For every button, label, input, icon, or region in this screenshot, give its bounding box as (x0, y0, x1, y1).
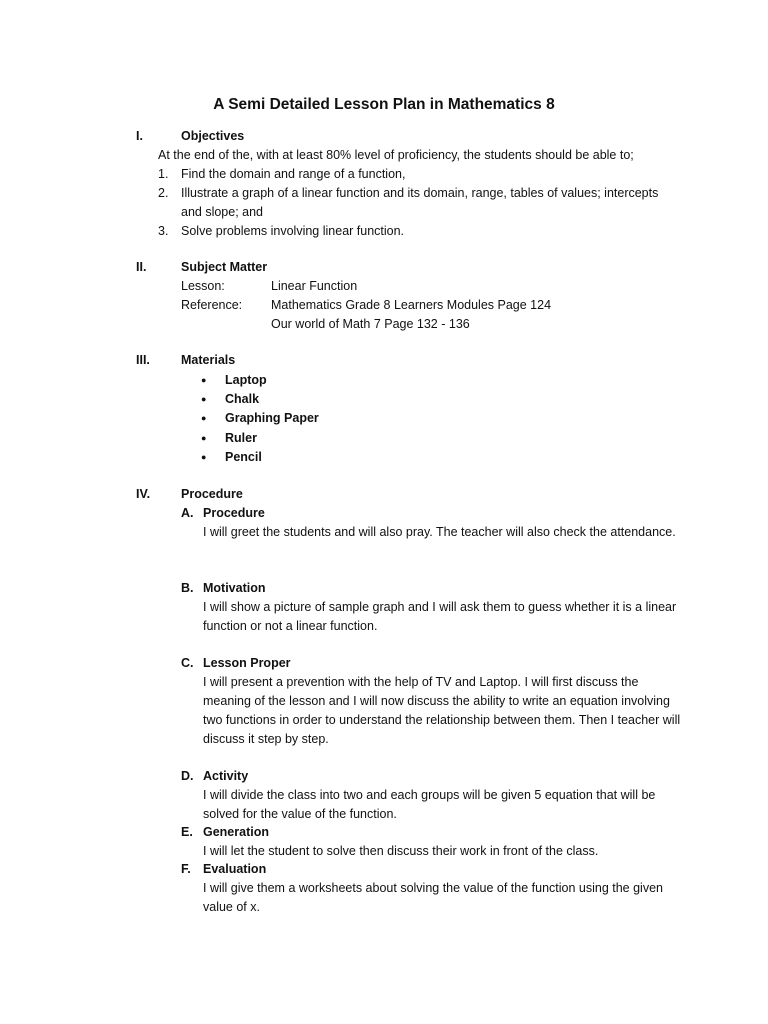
material-item: Laptop (225, 373, 267, 387)
step-text: I will greet the students and will also pray. The teacher will also check the attendance. (203, 525, 676, 539)
step-title: Generation (203, 825, 269, 839)
step-title: Lesson Proper (203, 656, 291, 670)
section-heading: Subject Matter (181, 260, 268, 274)
step-text: I will let the student to solve then discuss their work in front of the class. (203, 844, 599, 858)
step-letter: D. (181, 769, 194, 783)
section-number: I. (136, 129, 143, 143)
bullet-icon: ● (201, 375, 207, 385)
list-item: Illustrate a graph of a linear function and its domain, range, tables of values; intercepts and slope; and (181, 186, 659, 219)
bullet-icon: ● (201, 413, 207, 423)
section-heading: Objectives (181, 129, 245, 143)
page-title: A Semi Detailed Lesson Plan in Mathematics 8 (213, 96, 555, 113)
material-item: Pencil (225, 450, 262, 464)
step-letter: B. (181, 581, 194, 595)
list-number: 3. (158, 224, 169, 238)
step-title: Activity (203, 769, 249, 783)
section-number: IV. (136, 487, 151, 501)
material-item: Chalk (225, 392, 260, 406)
step-text: I will give them a worksheets about solving the value of the function using the given value of x. (203, 881, 663, 914)
reference-label: Reference: (181, 298, 243, 312)
reference-value: Mathematics Grade 8 Learners Modules Page 124 (271, 298, 552, 312)
lesson-value: Linear Function (271, 279, 358, 293)
list-number: 2. (158, 186, 169, 200)
list-number: 1. (158, 167, 169, 181)
step-title: Evaluation (203, 862, 267, 876)
section-number: III. (136, 353, 150, 367)
step-letter: F. (181, 862, 191, 876)
bullet-icon: ● (201, 433, 207, 443)
material-item: Graphing Paper (225, 411, 319, 425)
step-title: Motivation (203, 581, 266, 595)
step-letter: C. (181, 656, 194, 670)
bullet-icon: ● (201, 394, 207, 404)
list-item: Find the domain and range of a function, (181, 167, 406, 181)
list-item: Solve problems involving linear function. (181, 224, 405, 238)
bullet-icon: ● (201, 452, 207, 462)
step-text: I will show a picture of sample graph and I will ask them to guess whether it is a linear function or not a linear function. (203, 600, 677, 633)
section-heading: Materials (181, 353, 236, 367)
step-text: I will divide the class into two and each groups will be given 5 equation that will be solved for the value of the function. (203, 788, 656, 821)
step-text: I will present a prevention with the help of TV and Laptop. I will first discuss the meaning of the lesson and I will now discuss the ability to write an equation involving two functions in order to understand the relationship between them. Then I teacher will discuss it step by step. (203, 675, 681, 746)
lesson-label: Lesson: (181, 279, 225, 293)
section-heading: Procedure (181, 487, 243, 501)
step-letter: E. (181, 825, 193, 839)
step-title: Procedure (203, 506, 265, 520)
reference-value: Our world of Math 7 Page 132 - 136 (271, 317, 470, 331)
step-letter: A. (181, 506, 194, 520)
objectives-intro: At the end of the, with at least 80% level of proficiency, the students should be able to; (158, 148, 634, 162)
section-number: II. (136, 260, 147, 274)
material-item: Ruler (225, 431, 257, 445)
